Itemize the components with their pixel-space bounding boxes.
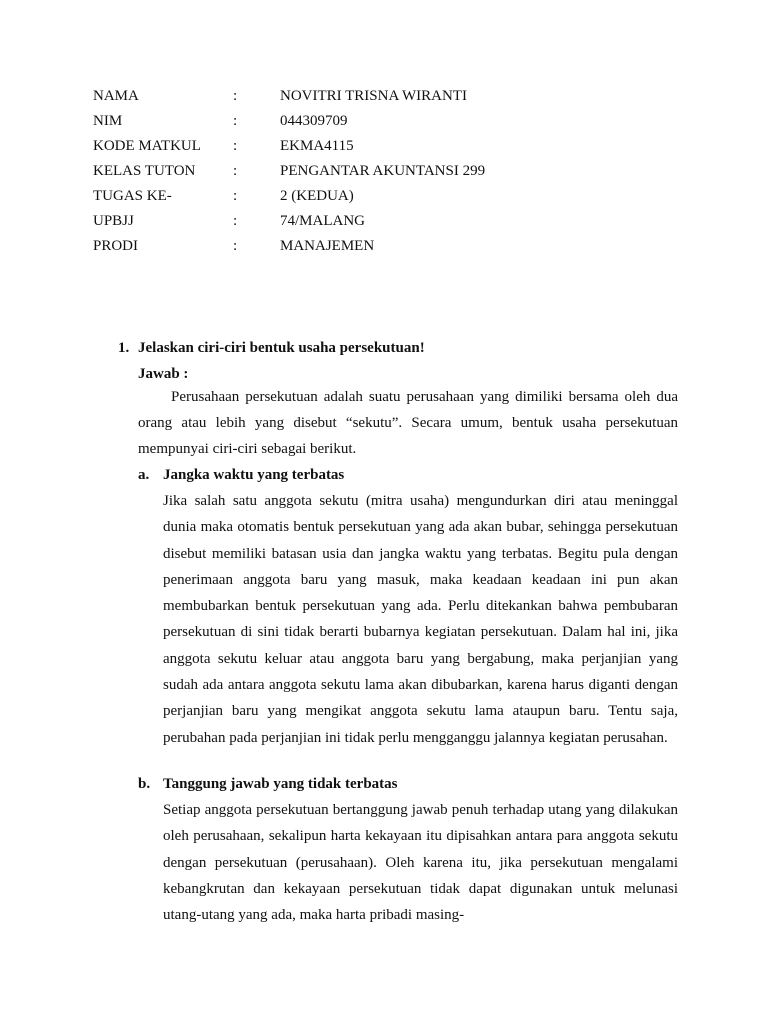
- identity-separator: :: [233, 188, 238, 204]
- identity-label: NIM: [93, 113, 123, 129]
- sub-item-b: [138, 771, 678, 928]
- identity-row-nama: [93, 86, 485, 111]
- identity-label: TUGAS KE-: [93, 188, 172, 204]
- question-heading: [118, 338, 678, 358]
- question-number: 1.: [118, 340, 130, 356]
- identity-separator: :: [233, 213, 238, 229]
- identity-value: NOVITRI TRISNA WIRANTI: [280, 88, 467, 104]
- identity-row-prodi: [93, 236, 485, 261]
- sub-item-a: [138, 462, 678, 751]
- identity-separator: :: [233, 138, 238, 154]
- sub-item-body: Jika salah satu anggota sekutu (mitra usaha) mengundurkan diri atau meninggal dunia maka otomatis bentuk persekutuan yang ada akan bubar, sehingga persekutuan disebut memiliki batasan usia dan jangka waktu yang terbatas. Begitu pula dengan penerimaan anggota baru yang masuk, maka keadaan keadaan ini pun akan membubarkan bentuk persekutuan yang ada. Perlu ditekankan bahwa pembubaran persekutuan di sini tidak berarti bubarnya kegiatan persekutuan. Dalam hal ini, jika anggota sekutu keluar atau anggota baru yang bergabung, maka perjanjian yang sudah ada antara anggota sekutu lama akan dibubarkan, karena harus diganti dengan perjanjian baru yang mengikat anggota sekutu lama ataupun baru. Tentu saja, perubahan pada perjanjian ini tidak perlu mengganggu jalannya kegiatan perusahan.: [163, 493, 678, 746]
- question-title: Jelaskan ciri-ciri bentuk usaha persekutuan!: [138, 340, 425, 356]
- identity-label: KODE MATKUL: [93, 138, 201, 154]
- identity-row-kode-matkul: [93, 136, 485, 161]
- identity-separator: :: [233, 88, 238, 104]
- identity-row-kelas-tuton: [93, 161, 485, 186]
- identity-value: PENGANTAR AKUNTANSI 299: [280, 163, 486, 179]
- identity-row-tugas-ke: [93, 186, 485, 211]
- question-section: [118, 338, 678, 928]
- identity-table: [93, 86, 485, 261]
- sub-item-heading: [138, 771, 678, 797]
- identity-value: 74/MALANG: [280, 213, 365, 229]
- sub-item-heading: [138, 462, 678, 488]
- identity-value: EKMA4115: [280, 138, 354, 154]
- identity-label: KELAS TUTON: [93, 163, 196, 179]
- sub-item-title: Jangka waktu yang terbatas: [163, 467, 345, 483]
- identity-row-nim: [93, 111, 485, 136]
- identity-label: PRODI: [93, 238, 139, 254]
- identity-separator: :: [233, 113, 238, 129]
- answer-intro-paragraph: Perusahaan persekutuan adalah suatu perusahaan yang dimiliki bersama oleh dua orang atau lebih yang disebut “sekutu”. Secara umum, bentuk usaha persekutuan mempunyai ciri-ciri sebagai berikut.: [138, 389, 678, 457]
- identity-label: NAMA: [93, 88, 139, 104]
- sub-item-letter: a.: [138, 467, 150, 483]
- identity-separator: :: [233, 163, 238, 179]
- sub-item-letter: b.: [138, 775, 151, 792]
- identity-value: MANAJEMEN: [280, 238, 375, 254]
- identity-value: 2 (KEDUA): [280, 188, 354, 204]
- identity-value: 044309709: [280, 113, 348, 129]
- identity-separator: :: [233, 238, 238, 254]
- sub-item-body: Setiap anggota persekutuan bertanggung jawab penuh terhadap utang yang dilakukan oleh perusahaan, sekalipun harta kekayaan itu dipisahkan antara para anggota sekutu dengan persekutuan (perusahaan). Oleh karena itu, jika persekutuan mengalami kebangkrutan dan kekayaan persekutuan tidak dapat digunakan untuk melunasi utang-utang yang ada, maka harta pribadi masing-: [163, 801, 678, 924]
- answer-label: Jawab :: [138, 366, 189, 382]
- sub-item-title: Tanggung jawab yang tidak terbatas: [163, 775, 398, 792]
- identity-row-upbjj: [93, 211, 485, 236]
- identity-label: UPBJJ: [93, 213, 134, 229]
